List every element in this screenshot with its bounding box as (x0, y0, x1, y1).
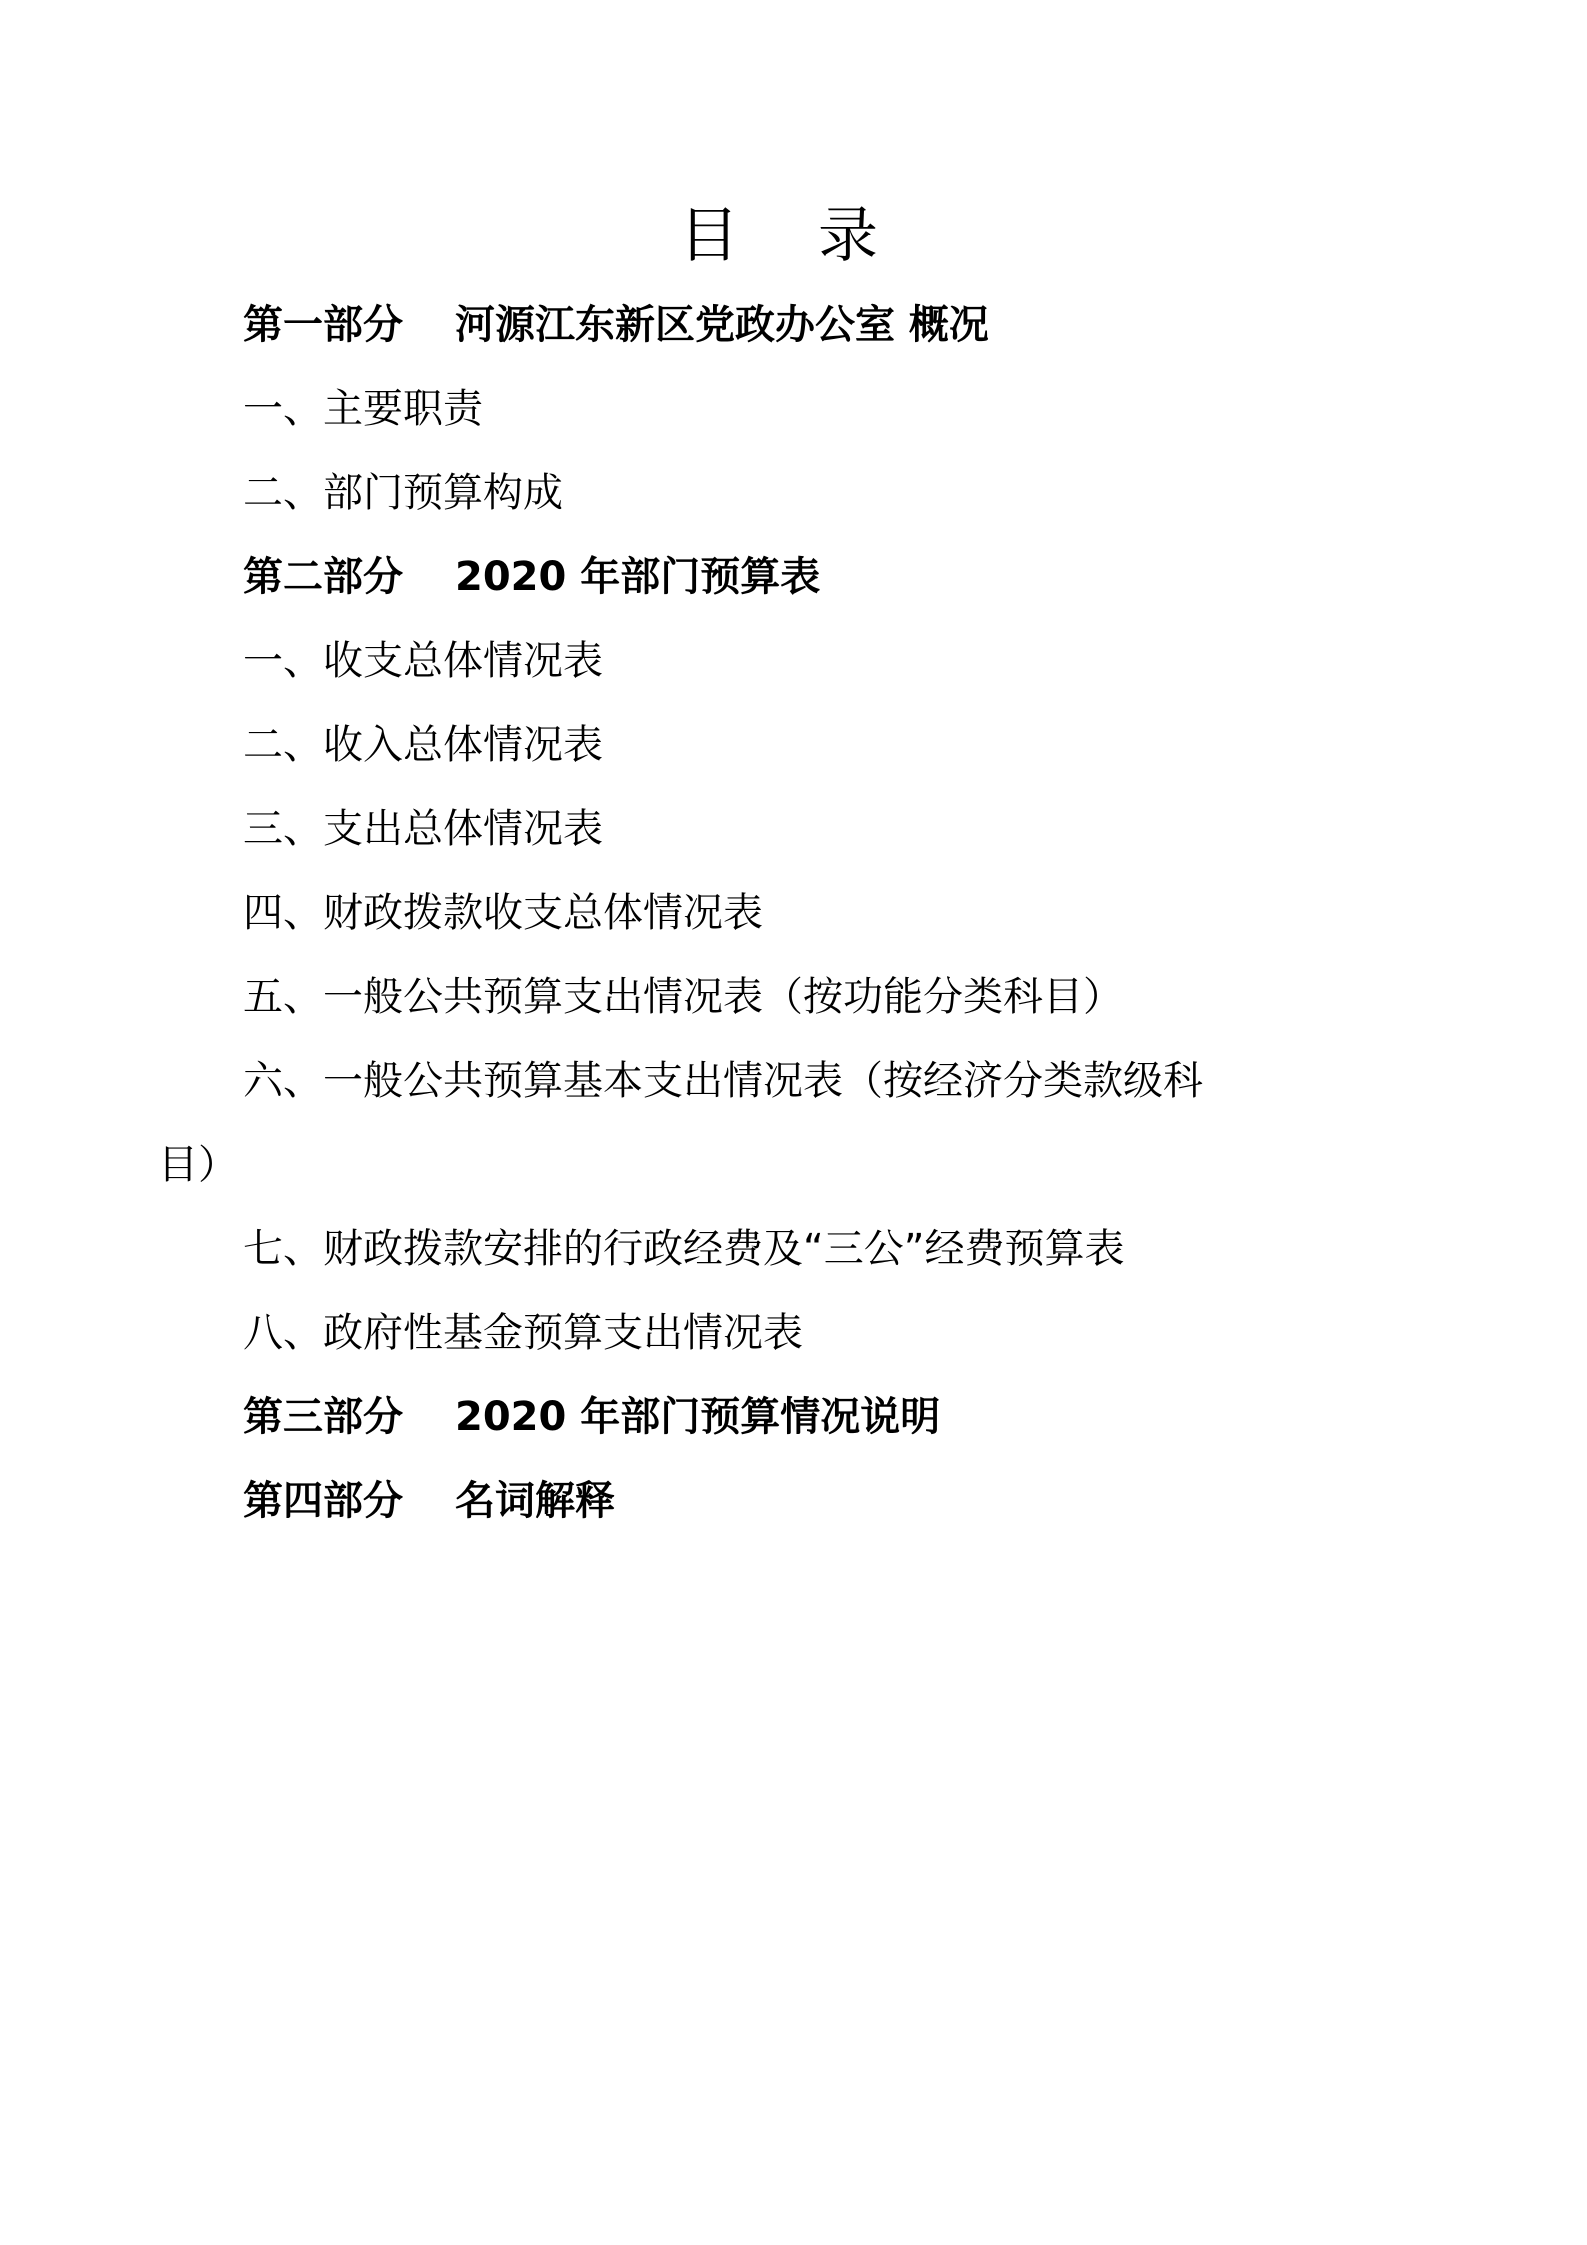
toc-item-text: 七、财政拨款安排的行政经费及“三公”经费预算表 (243, 1226, 1125, 1272)
toc-item-text: 六、一般公共预算基本支出情况表（按经济分类款级科 (243, 1058, 1203, 1104)
toc-part-title: 2020 年部门预算表 (455, 554, 821, 600)
toc-item-text: 八、政府性基金预算支出情况表 (243, 1310, 803, 1356)
toc-item (243, 1291, 1353, 1375)
toc-item-text: 二、部门预算构成 (243, 470, 563, 516)
toc-item (243, 955, 1353, 1039)
toc-part-number: 第一部分 (243, 302, 403, 348)
toc-item (243, 871, 1353, 955)
table-of-contents (0, 283, 1587, 1543)
toc-part-title: 2020 年部门预算情况说明 (455, 1394, 941, 1440)
toc-part-title: 河源江东新区党政办公室 概况 (455, 302, 989, 348)
toc-item (243, 367, 1353, 451)
toc-part-2 (243, 535, 1353, 619)
toc-item-text: 五、一般公共预算支出情况表（按功能分类科目） (243, 974, 1123, 1020)
toc-part-title: 名词解释 (455, 1478, 615, 1524)
toc-item (243, 1207, 1353, 1291)
toc-item-text-continued: 目） (158, 1142, 238, 1188)
toc-item (243, 451, 1353, 535)
toc-item-text: 一、主要职责 (243, 386, 483, 432)
toc-item-text: 四、财政拨款收支总体情况表 (243, 890, 763, 936)
toc-item-text: 二、收入总体情况表 (243, 722, 603, 768)
toc-item-text: 一、收支总体情况表 (243, 638, 603, 684)
toc-part-number: 第三部分 (243, 1394, 403, 1440)
toc-item (158, 1039, 1353, 1207)
toc-item-text: 三、支出总体情况表 (243, 806, 603, 852)
toc-item (243, 619, 1353, 703)
toc-part-number: 第二部分 (243, 554, 403, 600)
toc-part-1 (243, 283, 1353, 367)
toc-item (243, 787, 1353, 871)
toc-part-number: 第四部分 (243, 1478, 403, 1524)
toc-part-3 (243, 1375, 1353, 1459)
page-title: 目 录 (678, 201, 909, 271)
toc-part-4 (243, 1459, 1353, 1543)
toc-item (243, 703, 1353, 787)
